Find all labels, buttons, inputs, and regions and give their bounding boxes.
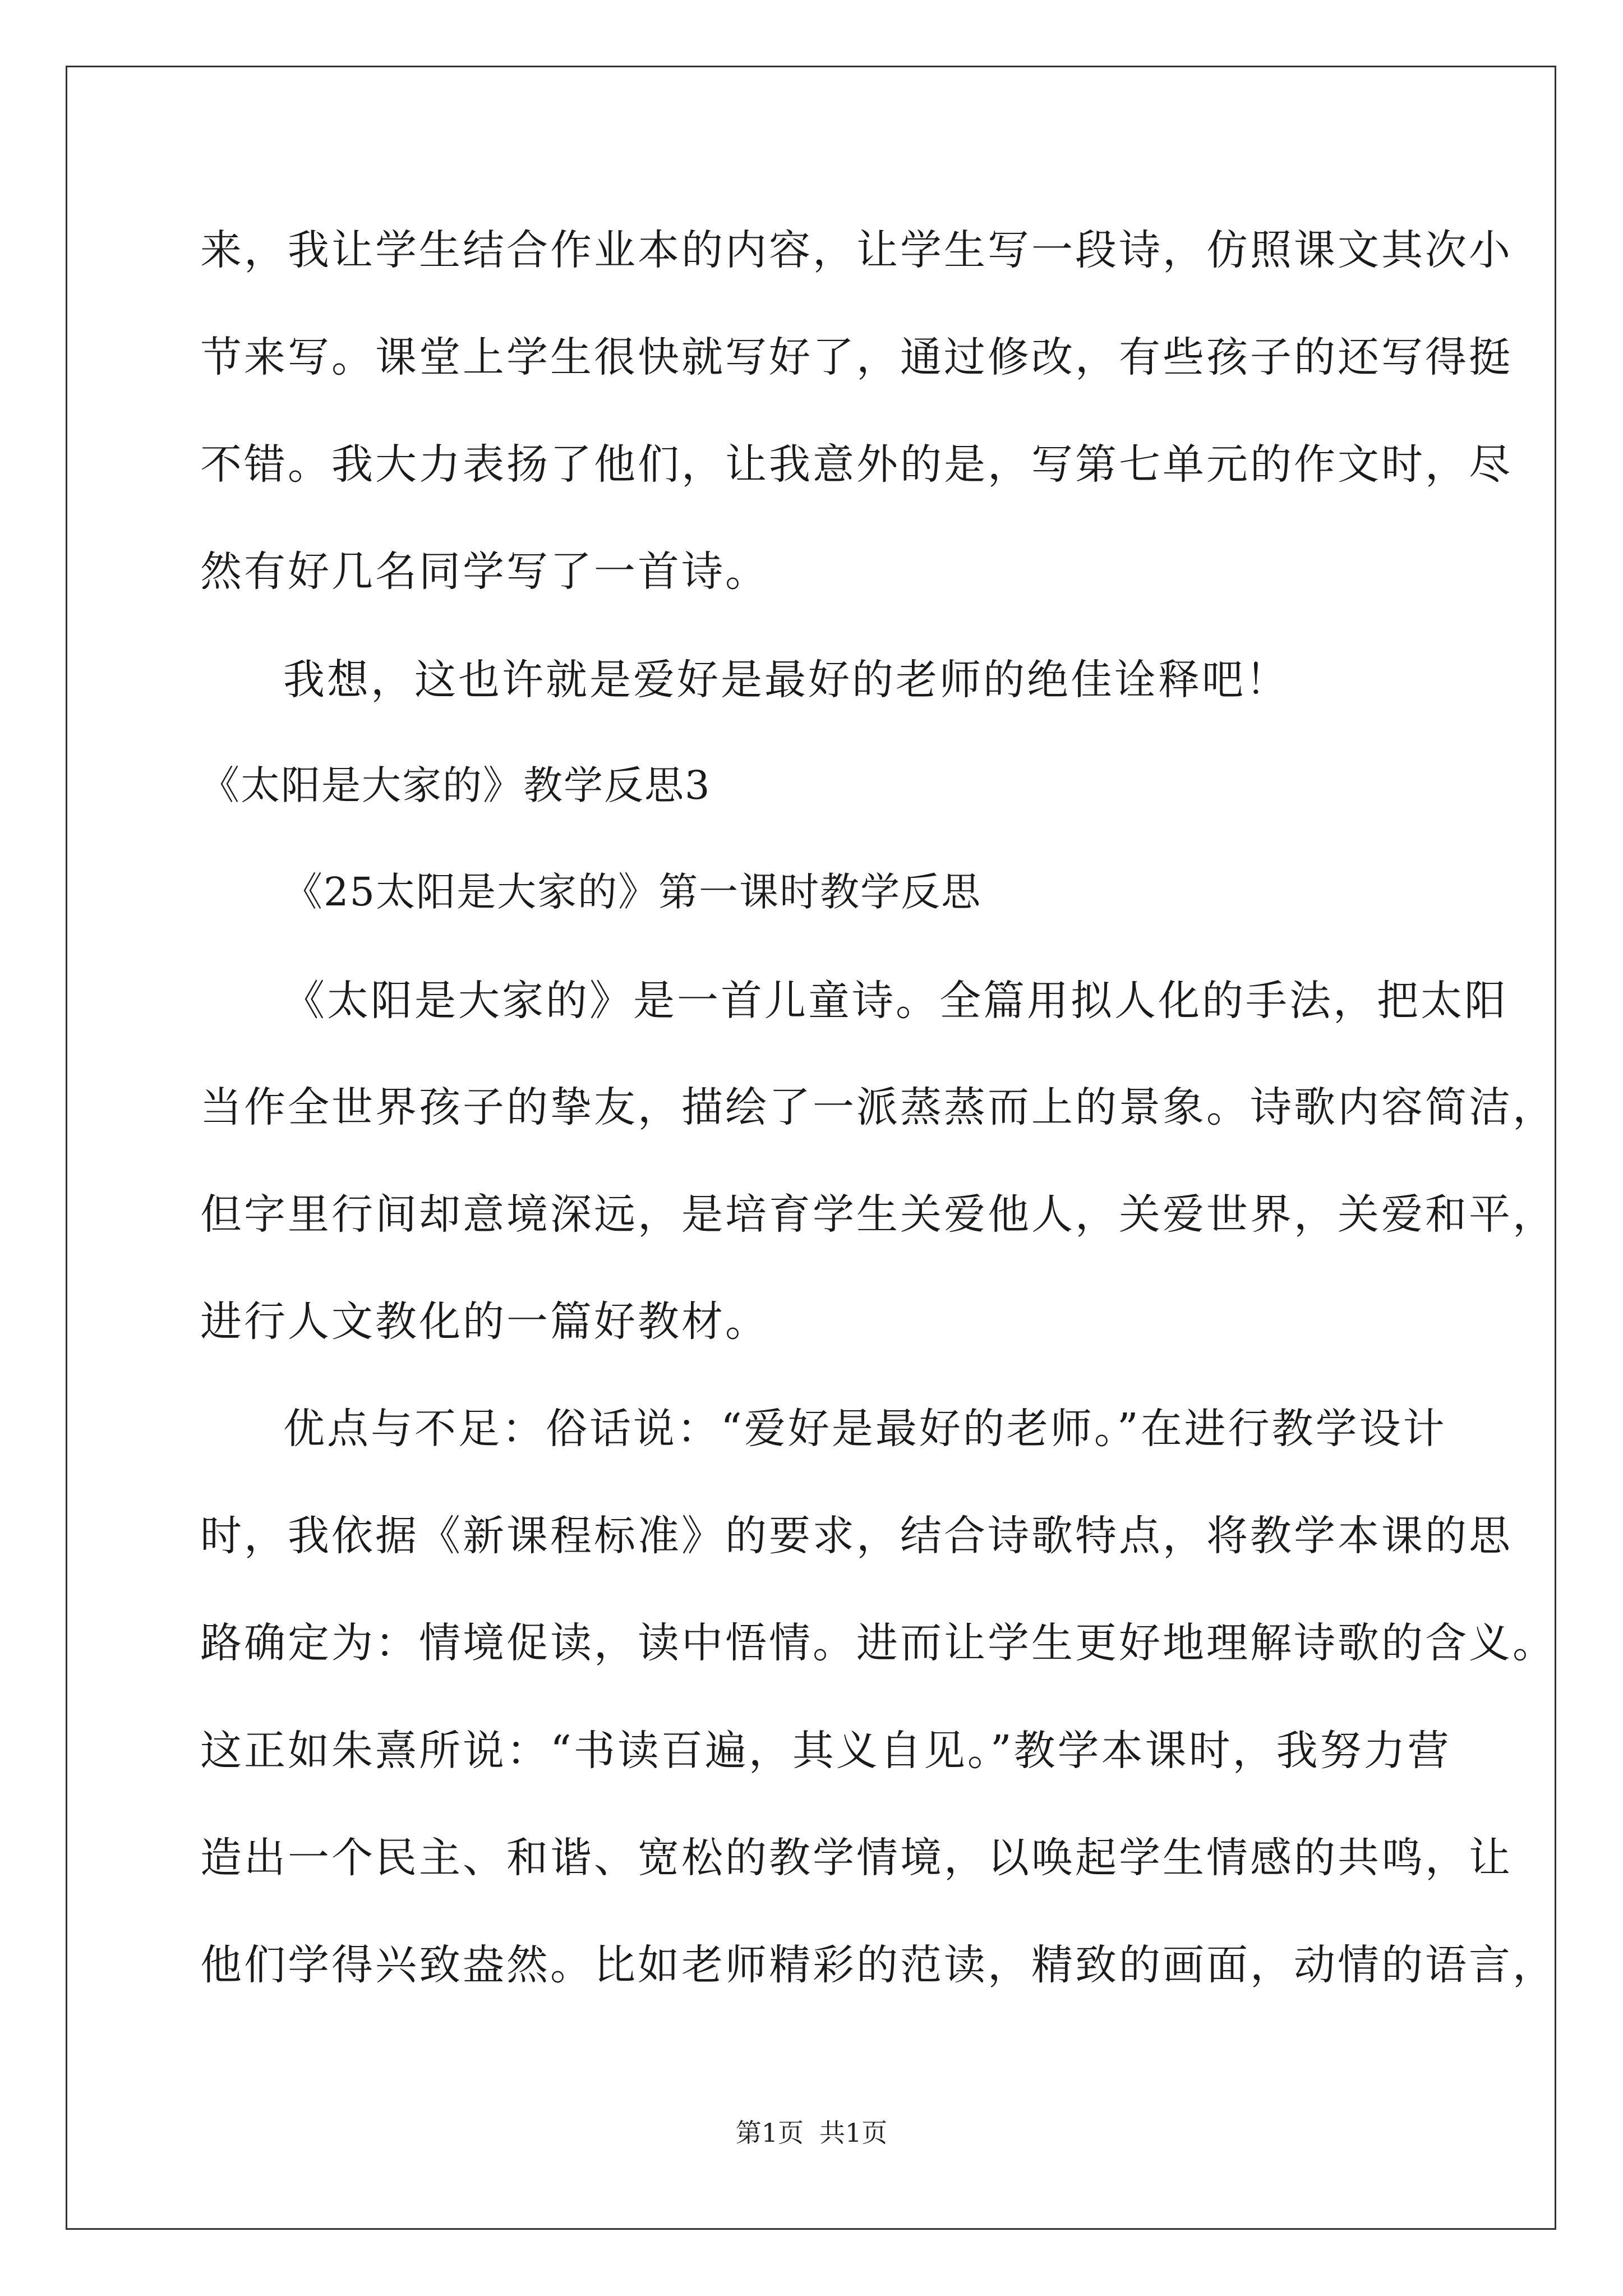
text-line: 来，我让学生结合作业本的内容，让学生写一段诗，仿照课文其次小 xyxy=(200,226,1513,274)
section-heading: 《太阳是大家的》教学反思3 xyxy=(200,762,711,808)
page-frame xyxy=(66,66,1556,2230)
text-line: 他们学得兴致盎然。比如老师精彩的范读，精致的画面，动情的语言， xyxy=(200,1941,1556,1989)
text-line: 优点与不足：俗话说：“爱好是最好的老师。”在进行教学设计 xyxy=(283,1405,1447,1453)
text-line: 《太阳是大家的》是一首儿童诗。全篇用拟人化的手法，把太阳 xyxy=(283,977,1508,1025)
text-line: 我想，这也许就是爱好是最好的老师的绝佳诠释吧！ xyxy=(283,656,1289,704)
subsection-heading: 《25太阳是大家的》第一课时教学反思 xyxy=(283,869,982,915)
page-footer xyxy=(0,2116,1623,2150)
text-line: 不错。我大力表扬了他们，让我意外的是，写第七单元的作文时，尽 xyxy=(200,440,1513,489)
page-number: 第1页 xyxy=(735,2118,804,2148)
text-line: 但字里行间却意境深远，是培育学生关爱他人，关爱世界，关爱和平， xyxy=(200,1190,1556,1239)
text-line: 当作全世界孩子的挚友，描绘了一派蒸蒸而上的景象。诗歌内容简洁， xyxy=(200,1083,1556,1131)
page-total: 共1页 xyxy=(819,2118,888,2148)
text-line: 进行人文教化的一篇好教材。 xyxy=(200,1297,769,1346)
text-line: 路确定为：情境促读，读中悟情。进而让学生更好地理解诗歌的含义。 xyxy=(200,1619,1556,1667)
text-line: 节来写。课堂上学生很快就写好了，通过修改，有些孩子的还写得挺 xyxy=(200,333,1513,381)
text-line: 时，我依据《新课程标准》的要求，结合诗歌特点，将教学本课的思 xyxy=(200,1512,1513,1560)
text-line: 造出一个民主、和谐、宽松的教学情境，以唤起学生情感的共鸣，让 xyxy=(200,1834,1513,1882)
text-line: 然有好几名同学写了一首诗。 xyxy=(200,547,769,596)
text-line: 这正如朱熹所说：“书读百遍，其义自见。”教学本课时，我努力营 xyxy=(200,1727,1451,1775)
